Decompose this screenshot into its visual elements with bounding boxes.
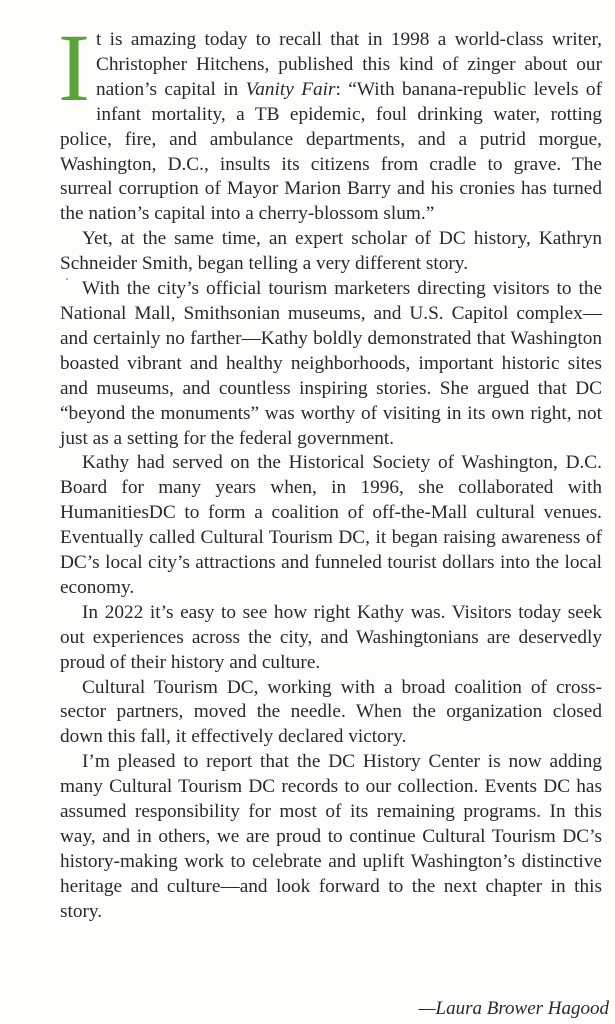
drop-cap: I [58, 14, 90, 121]
paragraph-1-text-a: t is amazing today to recall that in 1998 a world-class writer, Christopher Hitchens, published this kind of zinger about our nation’s capital in [95, 29, 602, 100]
paragraph-3: With the city’s official tourism marketers directing visitors to the National Mall, Smithsonian museums, and U.S. Capitol complex—and certainly no farther—Kathy boldly demonstrated that Washington boasted vibrant and healthy neighborhoods, important historic sites and museums, and countless inspiring stories. She argued that DC “beyond the monuments” was worthy of visiting in its own right, not just as a setting for the federal government. [60, 278, 602, 449]
letter-body [58, 14, 602, 925]
magazine-title: Vanity Fair [245, 78, 336, 100]
paragraph-6: Cultural Tourism DC, working with a broad coalition of cross-sector partners, moved the needle. When the organization closed down this fall, it effectively declared victory. [60, 676, 602, 748]
paragraph-7: I’m pleased to report that the DC History Center is now adding many Cultural Tourism DC records to our collection. Events DC has assumed responsibility for most of its remaining programs. In this way, and in others, we are proud to continue Cultural Tourism DC’s history-making work to celebrate and uplift Washington’s distinctive heritage and culture—and look forward to the next chapter in this story. [60, 751, 602, 922]
paragraph-2: Yet, at the same time, an expert scholar of DC history, Kathryn Schneider Smith, began telling a very different story. [60, 228, 602, 275]
paragraph-1-text-b: : “With banana-republic levels of infant mortality, a TB epidemic, foul drinking water, rotting police, fire, and ambulance departments, and a putrid morgue, Washington, D.C., insults its citizens from cradle to grave. The surreal corruption of Mayor Marion Barry and his cronies has turned the nation’s capital into a cherry-blossom slum.” [60, 78, 602, 225]
paragraph-5: In 2022 it’s easy to see how right Kathy was. Visitors today seek out experiences across the city, and Washingtonians are deservedly proud of their history and culture. [60, 601, 602, 673]
paragraph-4: Kathy had served on the Historical Society of Washington, D.C. Board for many years when, in 1996, she collaborated with HumanitiesDC to form a coalition of off-the-Mall cultural venues. Eventually called Cultural Tourism DC, it began raising awareness of DC’s local city’s attractions and funneled tourist dollars into the local economy. [60, 452, 602, 598]
paragraph-1 [58, 14, 602, 227]
signature: —Laura Brower Hagood [418, 998, 609, 1019]
